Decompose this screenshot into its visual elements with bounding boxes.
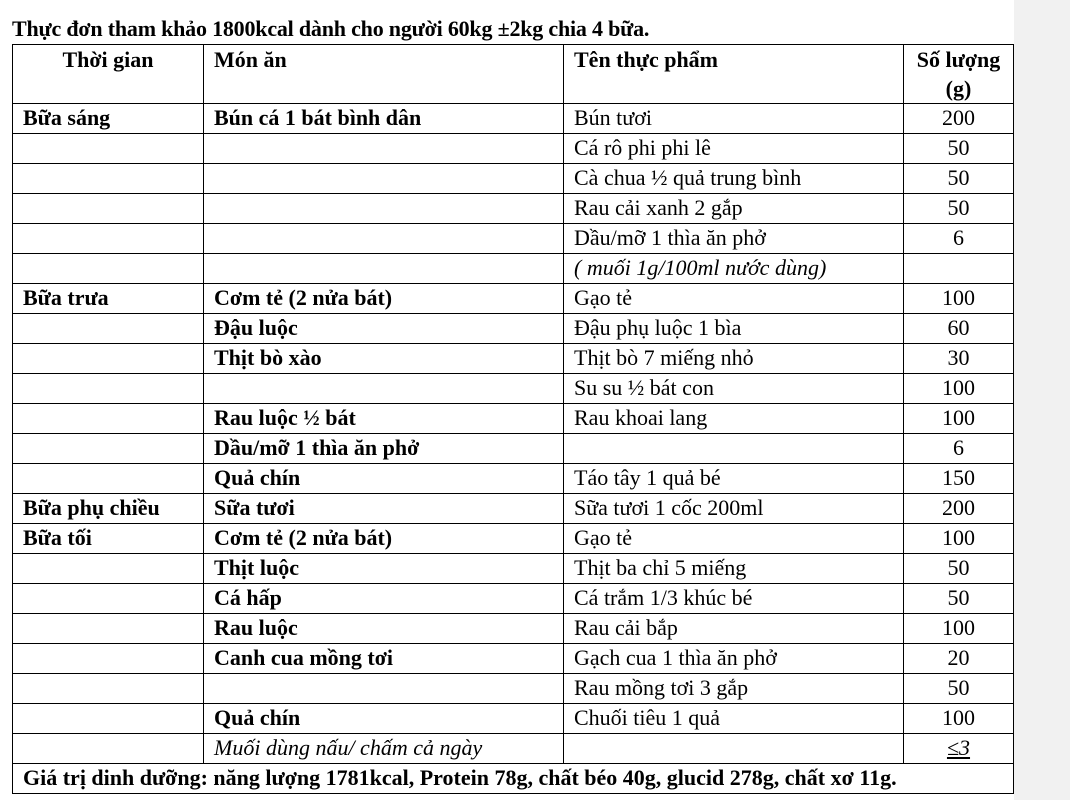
table-row bbox=[13, 434, 1014, 464]
food-cell: Rau cải xanh 2 gắp bbox=[564, 194, 904, 224]
dish-cell: Cơm tẻ (2 nửa bát) bbox=[204, 284, 564, 314]
summary-row bbox=[13, 764, 1014, 794]
table-row bbox=[13, 644, 1014, 674]
table-header-row bbox=[13, 45, 1014, 104]
quantity-cell: 100 bbox=[904, 404, 1014, 434]
quantity-cell: 50 bbox=[904, 134, 1014, 164]
meal-time-cell bbox=[13, 374, 204, 404]
table-row bbox=[13, 104, 1014, 134]
quantity-cell: 100 bbox=[904, 284, 1014, 314]
table-row bbox=[13, 674, 1014, 704]
dish-cell: Bún cá 1 bát bình dân bbox=[204, 104, 564, 134]
document-title: Thực đơn tham khảo 1800kcal dành cho người 60kg ±2kg chia 4 bữa. bbox=[12, 16, 650, 41]
quantity-cell: 20 bbox=[904, 644, 1014, 674]
meal-time-cell bbox=[13, 344, 204, 374]
quantity-cell bbox=[904, 254, 1014, 284]
meal-time-cell bbox=[13, 704, 204, 734]
dish-cell: Thịt bò xào bbox=[204, 344, 564, 374]
food-cell: Su su ½ bát con bbox=[564, 374, 904, 404]
food-cell: Táo tây 1 quả bé bbox=[564, 464, 904, 494]
dish-cell: Cơm tẻ (2 nửa bát) bbox=[204, 524, 564, 554]
food-cell bbox=[564, 434, 904, 464]
meal-time-cell bbox=[13, 254, 204, 284]
meal-time-cell bbox=[13, 734, 204, 764]
dish-cell: Quả chín bbox=[204, 704, 564, 734]
quantity-cell: 200 bbox=[904, 494, 1014, 524]
meal-time-cell bbox=[13, 584, 204, 614]
dish-cell: Rau luộc ½ bát bbox=[204, 404, 564, 434]
food-cell: Thịt ba chỉ 5 miếng bbox=[564, 554, 904, 584]
food-cell: Cá rô phi phi lê bbox=[564, 134, 904, 164]
table-row bbox=[13, 404, 1014, 434]
food-cell: Chuối tiêu 1 quả bbox=[564, 704, 904, 734]
dish-cell bbox=[204, 164, 564, 194]
dish-cell bbox=[204, 194, 564, 224]
column-header-dish: Món ăn bbox=[204, 45, 564, 104]
quantity-header-unit: (g) bbox=[945, 76, 972, 101]
meal-time-cell: Bữa tối bbox=[13, 524, 204, 554]
meal-time-cell: Bữa trưa bbox=[13, 284, 204, 314]
table-row bbox=[13, 224, 1014, 254]
meal-time-cell: Bữa phụ chiều bbox=[13, 494, 204, 524]
dish-cell: Rau luộc bbox=[204, 614, 564, 644]
food-cell: Rau khoai lang bbox=[564, 404, 904, 434]
quantity-header-label: Số lượng bbox=[916, 47, 1001, 72]
meal-time-cell bbox=[13, 464, 204, 494]
table-row bbox=[13, 464, 1014, 494]
meal-time-cell bbox=[13, 314, 204, 344]
quantity-cell: 50 bbox=[904, 164, 1014, 194]
food-cell: Cá trắm 1/3 khúc bé bbox=[564, 584, 904, 614]
food-cell: Gạo tẻ bbox=[564, 524, 904, 554]
meal-time-cell bbox=[13, 404, 204, 434]
dish-cell bbox=[204, 254, 564, 284]
quantity-cell: 100 bbox=[904, 524, 1014, 554]
dish-cell: Muối dùng nấu/ chấm cả ngày bbox=[204, 734, 564, 764]
dish-cell bbox=[204, 134, 564, 164]
table-row bbox=[13, 284, 1014, 314]
table-row bbox=[13, 374, 1014, 404]
column-header-quantity bbox=[904, 45, 1014, 104]
quantity-cell: 150 bbox=[904, 464, 1014, 494]
meal-time-cell bbox=[13, 194, 204, 224]
quantity-cell: 60 bbox=[904, 314, 1014, 344]
quantity-cell: 6 bbox=[904, 434, 1014, 464]
dish-cell: Đậu luộc bbox=[204, 314, 564, 344]
nutrition-summary: Giá trị dinh dưỡng: năng lượng 1781kcal, Protein 78g, chất béo 40g, glucid 278g, chất xơ 11g. bbox=[13, 764, 1014, 794]
table-row bbox=[13, 494, 1014, 524]
dish-cell bbox=[204, 674, 564, 704]
quantity-cell: 50 bbox=[904, 554, 1014, 584]
dish-cell: Thịt luộc bbox=[204, 554, 564, 584]
food-cell: Đậu phụ luộc 1 bìa bbox=[564, 314, 904, 344]
food-cell: Rau cải bắp bbox=[564, 614, 904, 644]
meal-time-cell bbox=[13, 554, 204, 584]
dish-cell: Cá hấp bbox=[204, 584, 564, 614]
table-row bbox=[13, 704, 1014, 734]
meal-time-cell bbox=[13, 134, 204, 164]
meal-time-cell bbox=[13, 614, 204, 644]
meal-plan-table bbox=[12, 44, 1014, 794]
food-cell: Bún tươi bbox=[564, 104, 904, 134]
dish-cell bbox=[204, 224, 564, 254]
table-row bbox=[13, 134, 1014, 164]
meal-time-cell bbox=[13, 434, 204, 464]
food-cell: Cà chua ½ quả trung bình bbox=[564, 164, 904, 194]
table-row bbox=[13, 524, 1014, 554]
quantity-cell: 50 bbox=[904, 584, 1014, 614]
food-cell: Rau mồng tơi 3 gắp bbox=[564, 674, 904, 704]
quantity-cell: 200 bbox=[904, 104, 1014, 134]
table-row bbox=[13, 584, 1014, 614]
table-row bbox=[13, 734, 1014, 764]
meal-time-cell bbox=[13, 164, 204, 194]
quantity-cell: 50 bbox=[904, 194, 1014, 224]
table-row bbox=[13, 164, 1014, 194]
meal-time-cell bbox=[13, 674, 204, 704]
quantity-cell: 50 bbox=[904, 674, 1014, 704]
food-cell: Gạch cua 1 thìa ăn phở bbox=[564, 644, 904, 674]
quantity-cell: 100 bbox=[904, 704, 1014, 734]
dish-cell: Quả chín bbox=[204, 464, 564, 494]
quantity-cell: 100 bbox=[904, 614, 1014, 644]
meal-time-cell: Bữa sáng bbox=[13, 104, 204, 134]
table-row bbox=[13, 254, 1014, 284]
table-row bbox=[13, 554, 1014, 584]
dish-cell: Sữa tươi bbox=[204, 494, 564, 524]
food-cell: Sữa tươi 1 cốc 200ml bbox=[564, 494, 904, 524]
food-cell bbox=[564, 734, 904, 764]
food-cell: Thịt bò 7 miếng nhỏ bbox=[564, 344, 904, 374]
quantity-cell bbox=[904, 734, 1014, 764]
food-cell: Dầu/mỡ 1 thìa ăn phở bbox=[564, 224, 904, 254]
quantity-value: ≤3 bbox=[946, 735, 971, 760]
page-margin-strip bbox=[1014, 0, 1070, 800]
dish-cell bbox=[204, 374, 564, 404]
table-row bbox=[13, 314, 1014, 344]
food-cell: Gạo tẻ bbox=[564, 284, 904, 314]
dish-cell: Canh cua mồng tơi bbox=[204, 644, 564, 674]
meal-time-cell bbox=[13, 224, 204, 254]
table-row bbox=[13, 194, 1014, 224]
quantity-cell: 6 bbox=[904, 224, 1014, 254]
table-row bbox=[13, 614, 1014, 644]
column-header-food: Tên thực phẩm bbox=[564, 45, 904, 104]
food-cell: ( muối 1g/100ml nước dùng) bbox=[564, 254, 904, 284]
dish-cell: Dầu/mỡ 1 thìa ăn phở bbox=[204, 434, 564, 464]
quantity-cell: 100 bbox=[904, 374, 1014, 404]
quantity-cell: 30 bbox=[904, 344, 1014, 374]
meal-time-cell bbox=[13, 644, 204, 674]
column-header-time: Thời gian bbox=[13, 45, 204, 104]
table-row bbox=[13, 344, 1014, 374]
